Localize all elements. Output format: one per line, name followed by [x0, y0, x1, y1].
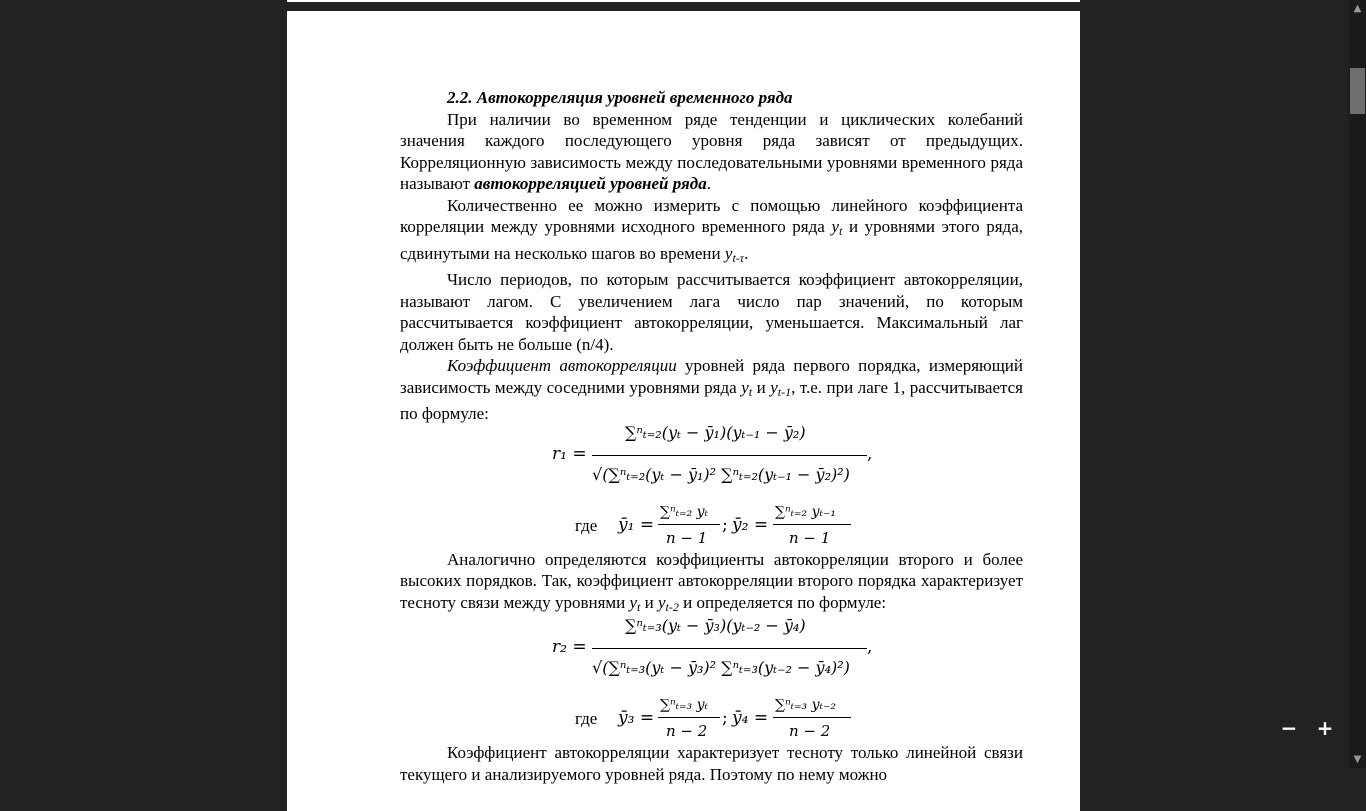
paragraph-5-text: Аналогично определяются коэффициенты автокорреляции второго и более высоких порядков. Так, коэффициент автокорреляции второго порядка характеризует тесноту связи между уровнями: [400, 549, 1023, 612]
formula-r1-lhs: r₁ =: [552, 443, 587, 464]
vertical-scrollbar[interactable]: [1349, 0, 1366, 768]
paragraph-2: [400, 195, 1023, 270]
fraction-bar: [773, 717, 851, 718]
mean-y1-denominator: n − 1: [666, 528, 708, 547]
subscript-t-1: t-1: [777, 384, 792, 399]
paragraph-1-text: При наличии во временном ряде тенденции и циклических колебаний значения каждого последующего уровня ряда зависят от предыдущих. Корреляционную зависимость между последовательными уровнями временного ряда называют: [400, 109, 1023, 193]
formula-r2-comma: ,: [867, 637, 873, 657]
paragraph-2-text-b: и уровнями этого ряда, сдвинутыми на несколько шагов во времени: [400, 217, 1023, 263]
spacer: [400, 513, 1023, 549]
semicolon: ;: [722, 514, 728, 535]
mean-y1-numerator: ∑ⁿₜ₌₂ yₜ: [660, 503, 708, 520]
subscript-t: t: [748, 384, 753, 399]
mean-y4-numerator: ∑ⁿₜ₌₃ yₜ₋₂: [775, 697, 836, 713]
scrollbar-thumb[interactable]: [1350, 68, 1365, 114]
scroll-down-arrow-icon[interactable]: ▼: [1353, 754, 1362, 765]
subscript-t-2: t-2: [665, 599, 679, 614]
paragraph-2-text: Количественно ее можно измерить с помощью линейного коэффициента корреляции между уровнями исходного временного ряда: [400, 195, 1023, 236]
mean-y2-lhs: ȳ₂ =: [732, 514, 769, 535]
section-title: 2.2. Автокорреляция уровней временного ряда: [447, 88, 793, 107]
paragraph-4: [400, 355, 1023, 425]
var-y: y: [741, 377, 749, 397]
mean-y4-lhs: ȳ₄ =: [732, 708, 769, 728]
formula-r2-denominator: √(∑ⁿₜ₌₃(yₜ − ȳ₃)² ∑ⁿₜ₌₃(yₜ₋₂ − ȳ₄)²): [592, 658, 850, 677]
var-y: y: [629, 592, 638, 612]
formula-r2-lhs: r₂ =: [552, 637, 587, 657]
semicolon: ;: [722, 708, 728, 728]
mean-y4-denominator: n − 2: [789, 722, 831, 740]
formula-r2: [400, 616, 1023, 740]
fraction-bar: [592, 455, 867, 456]
subscript-t-tau: t-τ: [732, 250, 745, 265]
var-y: y: [724, 243, 733, 263]
formula-r1-denominator: √(∑ⁿₜ₌₂(yₜ − ȳ₁)² ∑ⁿₜ₌₂(yₜ₋₁ − ȳ₂)²): [592, 464, 850, 484]
paragraph-1: [400, 109, 1023, 195]
mean-y3-denominator: n − 2: [666, 722, 708, 740]
paragraph-4-end: , т.е. при лаге 1, рассчитывается по формуле:: [400, 377, 1023, 423]
fraction-bar: [658, 524, 720, 525]
paragraph-4-text: уровней ряда первого порядка, измеряющий зависимость между соседними уровнями ряда: [400, 356, 1023, 397]
zoom-out-button[interactable]: −: [1280, 716, 1298, 740]
paragraph-2-end: .: [744, 243, 749, 263]
formula-r2-numerator: ∑ⁿₜ₌₃(yₜ − ȳ₃)(yₜ₋₂ − ȳ₄): [625, 616, 806, 635]
paragraph-5: [400, 549, 1023, 619]
conjunction: и: [640, 592, 658, 612]
formula-r1-comma: ,: [867, 443, 873, 464]
mean-y3-numerator: ∑ⁿₜ₌₃ yₜ: [660, 697, 708, 713]
word-where: где: [575, 515, 598, 535]
conjunction: и: [752, 377, 771, 397]
term-autocorrelation-levels: автокорреляцией уровней ряда: [474, 174, 707, 193]
paragraph-1-end: .: [706, 174, 711, 193]
word-where: где: [575, 709, 598, 728]
document-page: [287, 11, 1080, 811]
formula-r1: [400, 422, 1023, 547]
fraction-bar: [658, 717, 720, 718]
scroll-up-arrow-icon[interactable]: ▲: [1353, 3, 1362, 14]
fraction-bar: [592, 648, 867, 649]
zoom-in-button[interactable]: +: [1316, 716, 1334, 740]
mean-y1-lhs: ȳ₁ =: [618, 514, 655, 535]
subscript-t: t: [637, 599, 641, 614]
paragraph-3: Число периодов, по которым рассчитывается коэффициент автокорреляции, называют лагом. С увеличением лага число пар значений, по которым рассчитывается коэффициент автокорреляции, уменьшается. Максимальный лаг должен быть не больше (n/4).: [400, 270, 1023, 354]
mean-y2-numerator: ∑ⁿₜ₌₂ yₜ₋₁: [775, 503, 836, 520]
subscript-t: t: [838, 224, 843, 238]
var-y: y: [831, 217, 839, 236]
var-y: y: [658, 592, 666, 612]
spacer: [400, 706, 1023, 742]
var-y: y: [770, 377, 778, 397]
previous-page-edge: [287, 0, 1080, 2]
paragraph-5-end: и определяется по формуле:: [678, 592, 887, 612]
paragraph-6: Коэффициент автокорреляции характеризует тесноту только линейной связи текущего и анализируемого уровней ряда. Поэтому по нему можно: [400, 743, 1023, 784]
page-content: [400, 87, 1023, 785]
formula-r1-numerator: ∑ⁿₜ₌₂(yₜ − ȳ₁)(yₜ₋₁ − ȳ₂): [625, 422, 806, 442]
term-autocorrelation-coefficient: Коэффициент автокорреляции: [447, 356, 677, 375]
mean-y3-lhs: ȳ₃ =: [618, 708, 655, 728]
fraction-bar: [773, 524, 851, 525]
mean-y2-denominator: n − 1: [789, 528, 831, 547]
